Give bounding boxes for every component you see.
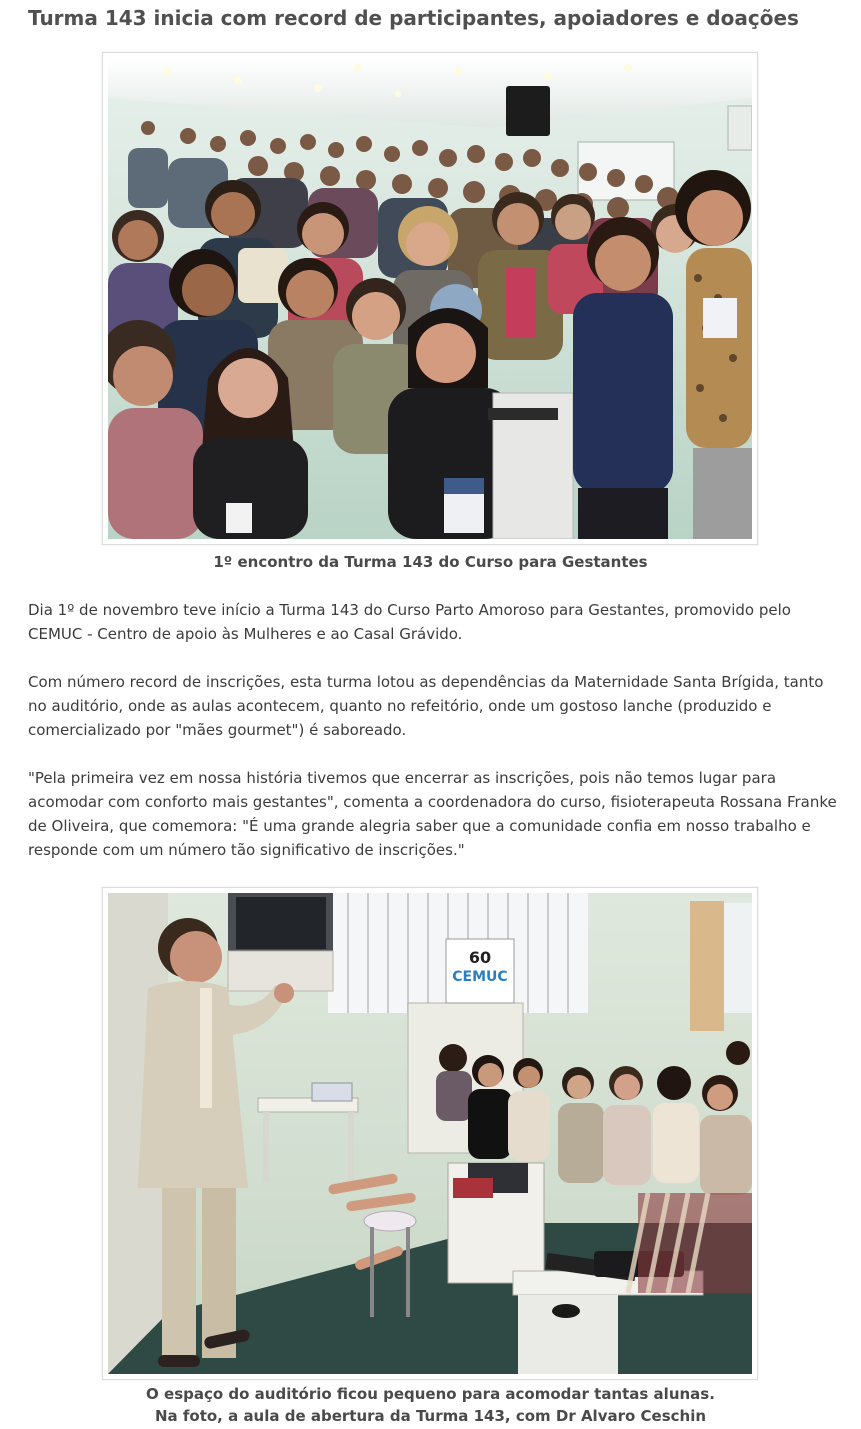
article-paragraph-2: Com número record de inscrições, esta turma lotou as dependências da Maternidade Santa Brígida, tanto no auditório, onde as aulas acontecem, quanto no refeitório, onde um gostoso lanche (produzido e comercializado por "mães gourmet") é saboreado.: [28, 673, 824, 739]
article-paragraph-1: Dia 1º de novembro teve início a Turma 143 do Curso Parto Amoroso para Gestantes, promovido pelo CEMUC - Centro de apoio às Mulheres e ao Casal Grávido.: [28, 601, 791, 643]
cemuc-sign-number: 60: [468, 948, 492, 967]
group-photo-illustration: [108, 58, 752, 539]
article-title: Turma 143 inicia com record de participantes, apoiadores e doações: [28, 6, 799, 30]
auditorium-photo: [108, 893, 752, 1374]
group-photo: [108, 58, 752, 539]
auditorium-caption-line-1: O espaço do auditório ficou pequeno para acomodar tantas alunas.: [146, 1385, 715, 1403]
auditorium-photo-frame: [102, 887, 758, 1380]
group-photo-frame: [102, 52, 758, 545]
auditorium-photo-illustration: [108, 893, 752, 1374]
auditorium-caption-line-2: Na foto, a aula de abertura da Turma 143, com Dr Alvaro Ceschin: [154, 1407, 707, 1425]
article-paragraph-3: "Pela primeira vez em nossa história tivemos que encerrar as inscrições, pois não temos lugar para acomodar com conforto mais gestantes", comenta a coordenadora do curso, fisioterapeuta Rossana Franke de Oliveira, que comemora: "É uma grande alegria saber que a comunidade confia em nosso trabalho e responde com um número tão significativo de inscrições.": [28, 769, 837, 859]
auditorium-photo-caption: [0, 1383, 861, 1427]
group-photo-caption: 1º encontro da Turma 143 do Curso para Gestantes: [213, 553, 648, 571]
cemuc-sign-text: CEMUC: [452, 969, 508, 985]
